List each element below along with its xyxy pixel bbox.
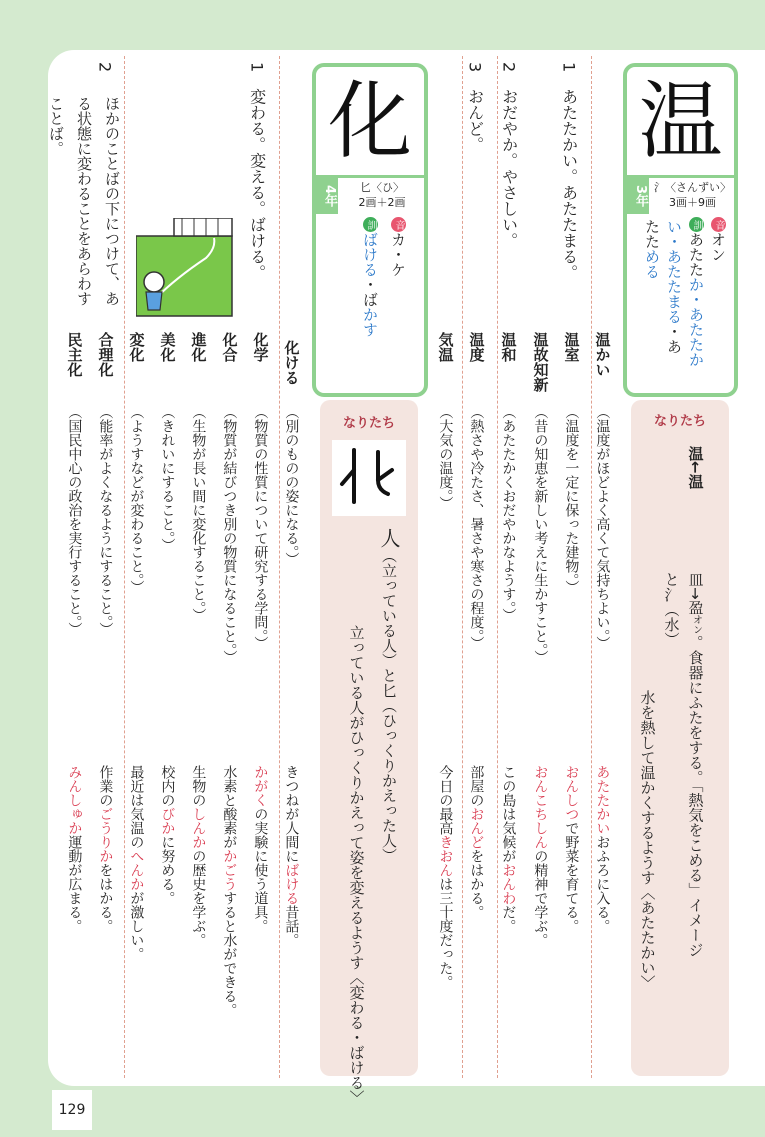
- compound-word: 化ける: [282, 340, 301, 385]
- naritachi-line: 皿→盈オン。食器にふたをする。「熱気をこめる」イメージ: [686, 572, 705, 958]
- naritachi-line: と氵（水）: [662, 572, 681, 647]
- compound-example: みんしゅか運動が広まる。: [66, 765, 83, 933]
- compound-definition: （物質が結びつき別の物質になること。）: [221, 405, 238, 664]
- kun-reading-line-2: い・あたたまる・あ: [665, 219, 683, 354]
- compound-definition: （温度を一定に保った建物。）: [563, 405, 580, 594]
- kun-reading-line-3: たためる: [643, 219, 661, 279]
- kanji-info-bar: [627, 175, 734, 214]
- column-divider: [279, 56, 280, 1078]
- meaning-item: 1 変わる。変える。ばける。: [247, 62, 267, 281]
- compound-example: きつねが人間にばける昔話。: [283, 765, 300, 947]
- compound-word: 美化: [158, 332, 177, 362]
- compound-example: この島は気候がおんわだ。: [500, 765, 517, 933]
- on-reading: 音カ・ケ: [390, 217, 407, 277]
- compound-word: 化合: [220, 332, 239, 362]
- compound-word: 変化: [127, 332, 146, 362]
- compound-example: 部屋のおんどをはかる。: [468, 765, 485, 919]
- compound-example: 作業のごうりかをはかる。: [97, 765, 114, 933]
- compound-definition: （生物が長い間に変化すること。）: [190, 405, 207, 622]
- column-divider: [497, 56, 498, 1078]
- meaning-item: 1 あたたかい。あたたまる。: [559, 62, 579, 281]
- compound-definition: （物質の性質について研究する学問。）: [252, 405, 269, 650]
- compound-word: 民主化: [65, 332, 84, 377]
- naritachi-label: なりたち: [342, 416, 395, 431]
- compound-definition: （きれいにすること。）: [159, 405, 176, 552]
- meaning-item: ほかのことばの下につけて、ある状態に変わることをあらわすことば。: [47, 96, 121, 306]
- compound-example: 水素と酸素がかごうすると水ができる。: [221, 765, 238, 1017]
- radical-info: [651, 180, 734, 210]
- meaning-number: 2: [95, 62, 115, 73]
- compound-definition: （ようすなどが変わること。）: [128, 405, 145, 594]
- grade-label: 3年: [627, 178, 649, 214]
- compound-definition: （能率がよくなるようにすること。）: [97, 405, 114, 636]
- compound-example: かがくの実験に使う道具。: [252, 765, 269, 933]
- page-number: 129: [52, 1090, 92, 1130]
- kanji-info-bar: [316, 175, 424, 214]
- compound-definition: （別のものの姿になる。）: [283, 405, 300, 566]
- radical-info: [340, 180, 424, 210]
- naritachi-line: 人（立っている人）と匕（ひっくりかえった人）: [377, 528, 401, 863]
- compound-definition: （大気の温度。）: [437, 405, 454, 510]
- on-reading-icon: 音: [711, 217, 726, 232]
- column-divider: [591, 56, 592, 1078]
- fox-illustration: [136, 218, 234, 318]
- kanji-character: 化: [327, 72, 412, 170]
- compound-word: 温室: [562, 332, 581, 362]
- column-divider: [462, 56, 463, 1078]
- compound-word: 温和: [499, 332, 518, 362]
- kanji-character: 温: [638, 72, 723, 170]
- kanji-card-ka: [312, 63, 428, 397]
- meaning-item: 2 おだやか。やさしい。: [499, 62, 519, 249]
- compound-word: 進化: [189, 332, 208, 362]
- meaning-item: 3 おんど。: [465, 62, 485, 153]
- naritachi-line: 水を熱して温かくするようす〈あたたかい〉: [638, 690, 657, 990]
- compound-word: 気温: [436, 332, 455, 362]
- compound-example: おんこちしんの精神で学ぶ。: [532, 765, 549, 947]
- grade-label: 4年: [316, 178, 338, 214]
- stroke-count: 3画＋9画: [669, 196, 716, 209]
- kun-reading-icon: 訓: [689, 217, 704, 232]
- compound-word: 化学: [251, 332, 270, 362]
- naritachi-line: 立っている人がひっくりかえって姿を変えるようす〈変わる・ばける〉: [347, 625, 366, 1105]
- compound-definition: （昔の知恵を新しい考えに生かすこと。）: [532, 405, 549, 664]
- kun-reading-line-1: 訓あたたか・あたたか: [688, 217, 705, 367]
- on-reading: 音オン: [710, 217, 727, 262]
- naritachi-box-on: [631, 400, 729, 1076]
- radical-name: 匕〈ひ〉: [360, 181, 404, 194]
- stroke-count: 2画＋2画: [358, 196, 406, 209]
- compound-definition: （あたたかくおだやかなようす。）: [500, 405, 517, 622]
- compound-definition: （熱さや冷たさ、暑さや寒さの程度。）: [468, 405, 485, 650]
- ancient-character-glyph: [332, 440, 406, 516]
- kun-reading: 訓ばける・ばかす: [362, 217, 379, 337]
- compound-example: 今日の最高きおんは三十度だった。: [437, 765, 454, 989]
- naritachi-evolution: 温←温: [686, 446, 705, 489]
- compound-example: 最近は気温のへんかが激しい。: [128, 765, 145, 961]
- compound-definition: （温度がほどよく高くて気持ちよい。）: [594, 405, 611, 650]
- naritachi-label: なりたち: [653, 414, 706, 429]
- compound-word: 温かい: [593, 332, 612, 377]
- compound-example: 校内のびかに努める。: [159, 765, 176, 905]
- compound-word: 温故知新: [531, 332, 550, 392]
- on-reading-icon: 音: [391, 217, 406, 232]
- compound-example: おんしつで野菜を育てる。: [563, 765, 580, 933]
- compound-example: あたたかいおふろに入る。: [594, 765, 611, 933]
- compound-word: 合理化: [96, 332, 115, 377]
- naritachi-box-ka: [320, 400, 418, 1105]
- compound-word: 温度: [467, 332, 486, 362]
- radical-name: 氵〈さんずい〉: [654, 181, 731, 194]
- kun-reading-icon: 訓: [363, 217, 378, 232]
- compound-example: 生物のしんかの歴史を学ぶ。: [190, 765, 207, 947]
- kanji-card-on: [623, 63, 738, 397]
- compound-definition: （国民中心の政治を実行すること。）: [66, 405, 83, 636]
